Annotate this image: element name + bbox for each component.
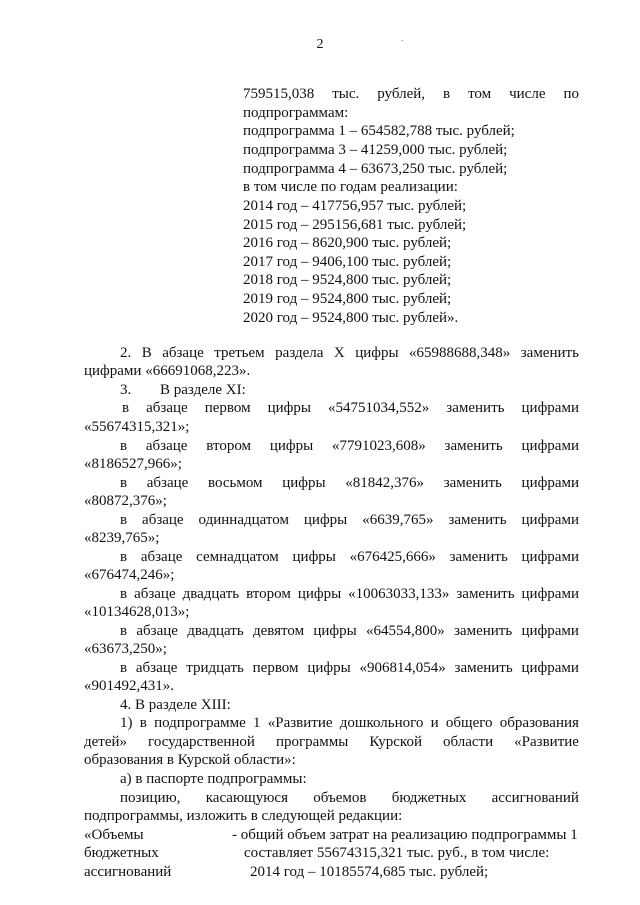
page-number: 2 — [316, 37, 324, 52]
word: абзаце — [145, 438, 188, 454]
word: цифрами — [521, 475, 579, 491]
word: дошкольного — [339, 715, 424, 731]
word: бюджетных — [391, 790, 467, 806]
item3-entry-6 — [120, 584, 579, 604]
item3-entry-4-cont: «8239,765»; — [84, 530, 160, 546]
year-2015: 2015 год – 295156,681 тыс. рублей; — [243, 217, 467, 233]
word: 759515,038 — [243, 86, 315, 102]
word: по — [563, 86, 579, 102]
word: области — [443, 734, 494, 750]
year-2018: 2018 год – 9524,800 тыс. рублей; — [243, 272, 452, 288]
word: образования — [499, 715, 579, 731]
item4-heading: 4. В разделе XIII: — [120, 697, 231, 713]
word: в — [120, 512, 128, 528]
item3-entry-3-cont: «80872,376»; — [84, 493, 167, 509]
word: абзаце — [134, 586, 176, 602]
word: первом — [252, 660, 299, 676]
word: «65988688,348» — [409, 345, 511, 361]
item3-entry-7-cont: «63673,250»; — [84, 641, 167, 657]
item4-suba: а) в паспорте подпрограммы: — [120, 771, 307, 787]
word: программы — [275, 734, 349, 750]
word: заменить — [520, 345, 579, 361]
item3-entry-7 — [120, 621, 579, 641]
word: абзаце — [142, 512, 184, 528]
word: «81842,376» — [345, 475, 425, 491]
word: двадцать — [182, 586, 240, 602]
year-2019: 2019 год – 9524,800 тыс. рублей; — [243, 291, 452, 307]
year-2017: 2017 год – 9406,100 тыс. рублей; — [243, 254, 452, 270]
scan-mark: - — [401, 36, 404, 45]
word: цифрами — [521, 512, 579, 528]
word: цифрами — [521, 623, 579, 639]
word: цифрами — [521, 660, 579, 676]
word: абзаце — [135, 660, 178, 676]
word: 2. — [120, 345, 132, 361]
word: третьем — [214, 345, 265, 361]
word: государственной — [148, 734, 255, 750]
word: «10063033,133» — [348, 586, 450, 602]
item2-line-1 — [120, 343, 579, 363]
item3-heading: В разделе XI: — [160, 382, 246, 398]
item4-sub1-line-3: образования в Курской области»: — [84, 752, 296, 768]
by-years-heading: в том числе по годам реализации: — [243, 179, 458, 195]
word: цифрами — [521, 549, 579, 565]
budget-value-2: составляет 55674315,321 тыс. руб., в том числе: — [244, 845, 550, 861]
item4-position-line-2: подпрограммы, изложить в следующей редакции: — [84, 808, 403, 824]
item3-entry-2 — [120, 436, 579, 456]
word: «Развитие — [514, 734, 579, 750]
word: в — [120, 623, 128, 639]
word: тридцать — [186, 660, 244, 676]
word: 1 — [253, 715, 261, 731]
word: Курской — [369, 734, 422, 750]
word: цифры — [267, 400, 311, 416]
word: девятом — [252, 623, 305, 639]
budget-value-3: 2014 год – 10185574,685 тыс. рублей; — [250, 864, 489, 880]
word: «54751034,552» — [328, 400, 430, 416]
word: «906814,054» — [359, 660, 446, 676]
word: заменить — [454, 660, 513, 676]
word: «64554,800» — [365, 623, 445, 639]
item3-entry-3 — [120, 473, 579, 493]
word: числе — [509, 86, 546, 102]
word: «7791023,608» — [331, 438, 426, 454]
item2-line-2: цифрами «66691068,223». — [84, 363, 251, 379]
word: в — [120, 586, 128, 602]
subprogram-4: подпрограмма 4 – 63673,250 тыс. рублей; — [243, 161, 508, 177]
word: цифры — [297, 586, 342, 602]
word: заменить — [444, 438, 503, 454]
item4-sub1-line-2 — [84, 732, 579, 752]
year-2016: 2016 год – 8620,900 тыс. рублей; — [243, 235, 452, 251]
word: в — [120, 438, 128, 454]
word: общего — [445, 715, 493, 731]
word: цифры — [313, 623, 357, 639]
word: одиннадцатом — [198, 512, 289, 528]
item3-entry-6-cont: «10134628,013»; — [84, 604, 190, 620]
word: заменить — [446, 400, 505, 416]
budget-label-3: ассигнований — [84, 864, 172, 880]
word: восьмом — [208, 475, 263, 491]
word: в — [443, 86, 451, 102]
word: в — [120, 660, 128, 676]
budget-label-1: «Объемы — [84, 827, 144, 843]
budget-value-1: - общий объем затрат на реализацию подпрограммы 1 — [232, 827, 578, 843]
word: заменить — [456, 586, 515, 602]
word: цифры — [282, 475, 326, 491]
word: заменить — [448, 512, 507, 528]
word: цифрами — [521, 400, 579, 416]
year-2020: 2020 год – 9524,800 тыс. рублей». — [243, 310, 459, 326]
word: подпрограмме — [154, 715, 246, 731]
word: цифры — [269, 438, 314, 454]
funding-line-1 — [243, 84, 579, 104]
word: заменить — [449, 549, 508, 565]
word: том — [468, 86, 492, 102]
word: тыс. — [332, 86, 360, 102]
word: цифрами — [521, 438, 579, 454]
word: касающуюся — [205, 790, 288, 806]
word: «Развитие — [267, 715, 333, 731]
word: абзаце — [140, 549, 183, 565]
word: в — [120, 549, 128, 565]
word: 1) — [120, 715, 133, 731]
word: втором — [246, 586, 291, 602]
item3-entry-1 — [122, 398, 579, 418]
item3-entry-8 — [120, 658, 579, 678]
word: заменить — [454, 623, 513, 639]
word: абзаце — [136, 623, 178, 639]
word: В — [141, 345, 152, 361]
item4-sub1-line-1 — [120, 713, 579, 733]
word: ассигнований — [491, 790, 579, 806]
word: заменить — [443, 475, 502, 491]
word: в — [139, 715, 147, 731]
word: позицию, — [120, 790, 181, 806]
year-2014: 2014 год – 417756,957 тыс. рублей; — [243, 198, 467, 214]
word: цифрами — [521, 586, 579, 602]
subprogram-1: подпрограмма 1 – 654582,788 тыс. рублей; — [243, 123, 515, 139]
word: абзаце — [162, 345, 204, 361]
item3-entry-5 — [120, 547, 579, 567]
item3-entry-5-cont: «676474,246»; — [84, 567, 175, 583]
word: в — [120, 475, 128, 491]
word: и — [430, 715, 439, 731]
funding-line-2: подпрограммам: — [243, 105, 349, 121]
word: X — [333, 345, 345, 361]
item4-position-line-1 — [120, 788, 579, 808]
word: рублей, — [377, 86, 426, 102]
word: абзаце — [146, 475, 189, 491]
item3-heading-number: 3. — [120, 382, 132, 398]
word: детей» — [84, 734, 128, 750]
budget-label-2: бюджетных — [84, 845, 159, 861]
word: объемов — [313, 790, 367, 806]
item3-entry-2-cont: «8186527,966»; — [84, 456, 182, 472]
item3-entry-8-cont: «901492,431». — [84, 678, 174, 694]
word: цифры — [303, 512, 348, 528]
word: цифры — [355, 345, 399, 361]
word: «6639,765» — [362, 512, 434, 528]
word: «676425,666» — [349, 549, 436, 565]
word: цифры — [307, 660, 351, 676]
item3-entry-1-cont: «55674315,321»; — [84, 419, 190, 435]
word: абзаце — [146, 400, 188, 416]
subprogram-3: подпрограмма 3 – 41259,000 тыс. рублей; — [243, 142, 508, 158]
word: раздела — [275, 345, 324, 361]
word: в — [122, 400, 130, 416]
word: втором — [206, 438, 252, 454]
word: первом — [204, 400, 251, 416]
word: семнадцатом — [196, 549, 279, 565]
word: двадцать — [187, 623, 244, 639]
word: цифры — [292, 549, 336, 565]
item3-entry-4 — [120, 510, 579, 530]
